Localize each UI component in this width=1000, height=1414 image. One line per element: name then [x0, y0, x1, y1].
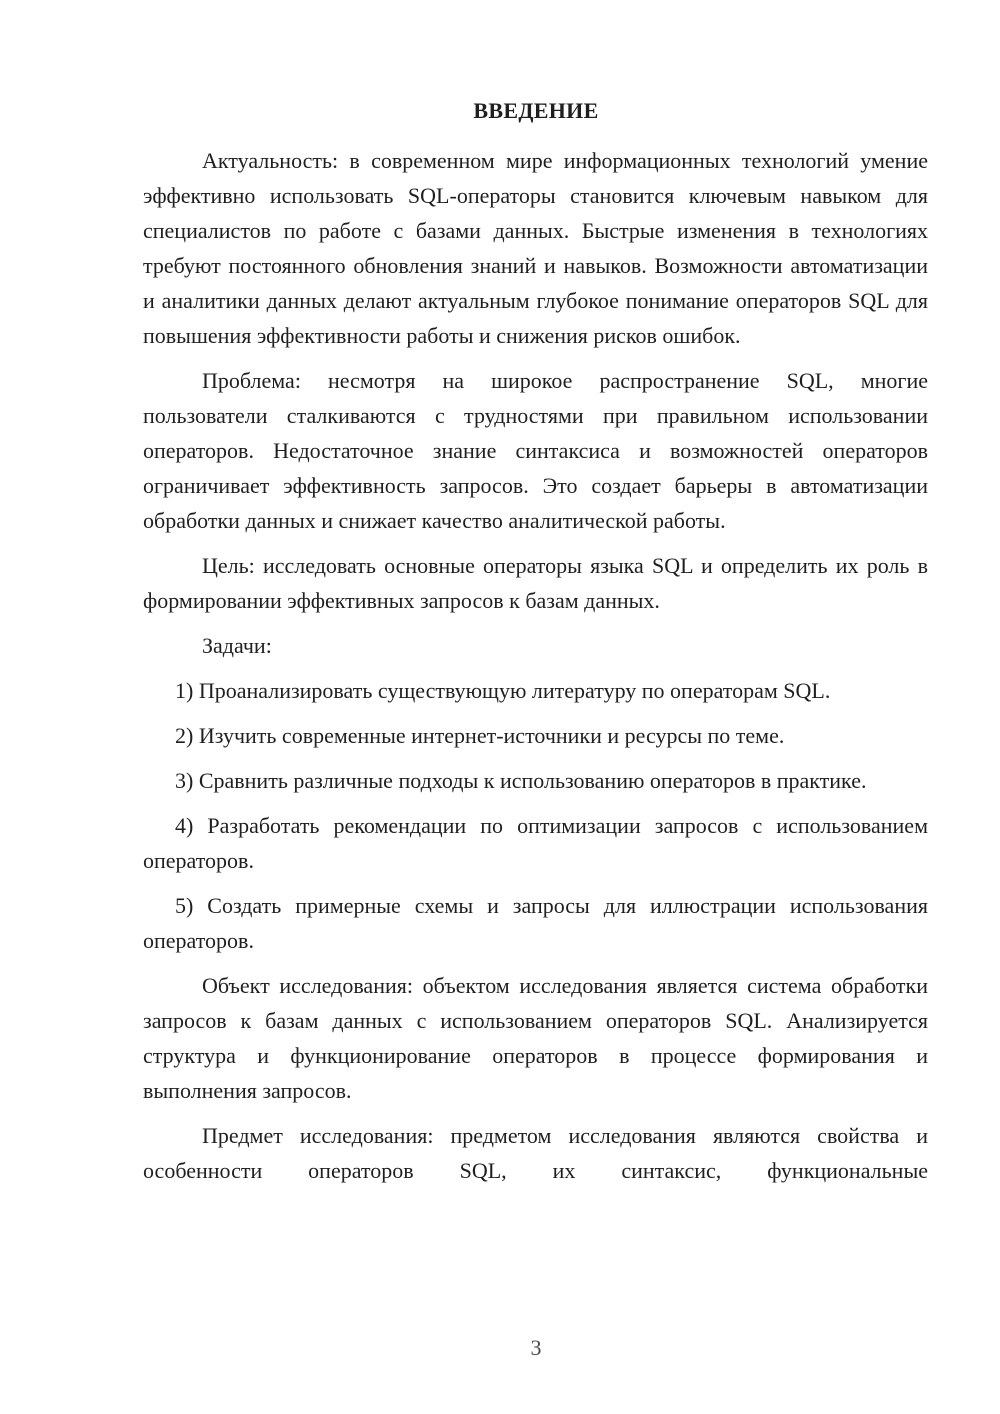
task-item-1: 1) Проанализировать существующую литературу по операторам SQL. — [175, 678, 831, 703]
page-title: ВВЕДЕНИЕ — [473, 98, 599, 123]
task-item-5: 5) Создать примерные схемы и запросы для иллюстрации использования операторов. — [143, 893, 928, 953]
task-item-2: 2) Изучить современные интернет-источники и ресурсы по теме. — [175, 723, 785, 748]
paragraph-relevance: Актуальность: в современном мире информационных технологий умение эффективно использовать SQL-операторы становится ключевым навыком для специалистов по работе с базами данных. Быстрые изменения в технологиях требуют постоянного обновления знаний и навыков. Возможности автоматизации и аналитики данных делают актуальным глубокое понимание операторов SQL для повышения эффективности работы и снижения рисков ошибок. — [143, 148, 928, 348]
tasks-heading: Задачи: — [202, 633, 272, 658]
page-number: 3 — [530, 1335, 542, 1360]
paragraph-object: Объект исследования: объектом исследования является система обработки запросов к базам данных с использованием операторов SQL. Анализируется структура и функционирование операторов в процессе формирования и выполнения запросов. — [143, 973, 928, 1103]
task-item-4: 4) Разработать рекомендации по оптимизации запросов с использованием операторов. — [143, 813, 928, 873]
paragraph-problem: Проблема: несмотря на широкое распространение SQL, многие пользователи сталкиваются с трудностями при правильном использовании операторов. Недостаточное знание синтаксиса и возможностей операторов ограничивает эффективность запросов. Это создает барьеры в автоматизации обработки данных и снижает качество аналитической работы. — [143, 368, 928, 533]
paragraph-goal: Цель: исследовать основные операторы языка SQL и определить их роль в формировании эффективных запросов к базам данных. — [143, 553, 928, 613]
body-text — [143, 143, 928, 1198]
paragraph-subject: Предмет исследования: предметом исследования являются свойства и особенности операторов SQL, их синтаксис, функциональные — [143, 1123, 928, 1183]
task-item-3: 3) Сравнить различные подходы к использованию операторов в практике. — [175, 768, 867, 793]
